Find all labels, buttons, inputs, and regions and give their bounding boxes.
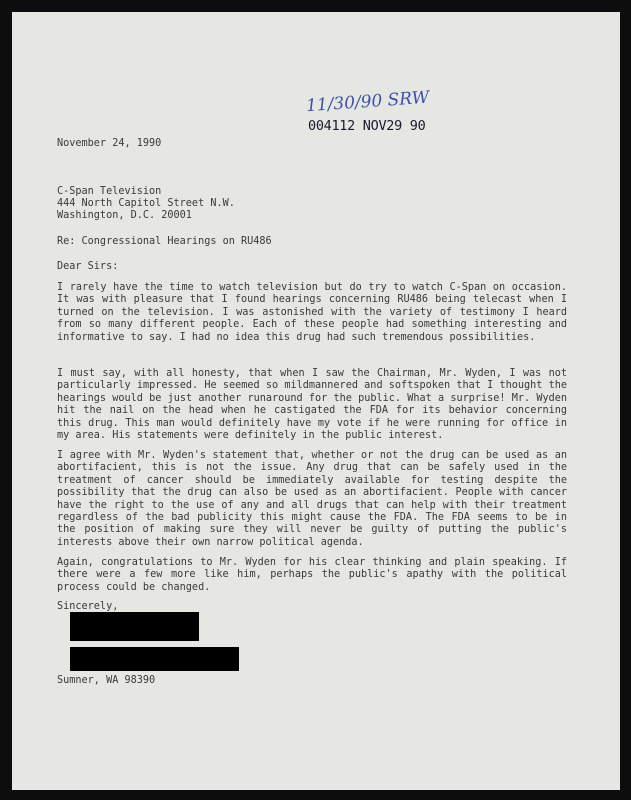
salutation: Dear Sirs: (57, 261, 119, 272)
handwritten-date-annotation: 11/30/90 SRW (305, 87, 430, 117)
recipient-line-1: C-Span Television (57, 186, 162, 197)
letter-date: November 24, 1990 (57, 138, 162, 149)
redacted-signature (70, 612, 199, 641)
paragraph-1: I rarely have the time to watch television but do try to watch C-Span on occasion. It was with pleasure that I found hearings concerning RU486 being telecast when I turned on the television. I was astonished with the variety of testimony I heard from so many different people. Each of these people had something interesting and informative to say. I had no idea this drug had such tremendous possibilities. (57, 282, 567, 343)
paragraph-4: Again, congratulations to Mr. Wyden for his clear thinking and plain speaking. If there were a few more like him, perhaps the public's apathy with the political process could be changed. (57, 557, 567, 593)
paragraph-2: I must say, with all honesty, that when I saw the Chairman, Mr. Wyden, I was not particularly impressed. He seemed so mildmannered and softspoken that I thought the hearings would be just another runaround for the public. What a surprise! Mr. Wyden hit the nail on the head when he castigated the FDA for its behavior concerning this drug. This man would definitely have my vote if he were running for office in my area. His statements were definitely in the public interest. (57, 368, 567, 442)
received-stamp: 004112 NOV29 90 (308, 118, 426, 134)
recipient-line-3: Washington, D.C. 20001 (57, 210, 192, 221)
sender-address: Sumner, WA 98390 (57, 675, 156, 686)
redacted-name (70, 647, 239, 671)
subject-line: Re: Congressional Hearings on RU486 (57, 236, 272, 247)
paragraph-3: I agree with Mr. Wyden's statement that, whether or not the drug can be used as an abortifacient, this is not the issue. Any drug that can be safely used in the treatment of cancer should be immediately available for testing despite the possibility that the drug can also be used as an abortifacient. People with cancer have the right to the use of any and all drugs that can help with their treatment regardless of the bad publicity this might cause the FDA. The FDA seems to be in the position of making sure they will never be guilty of putting the public's interests above their own narrow political agenda. (57, 450, 567, 548)
closing: Sincerely, (57, 601, 119, 612)
recipient-line-2: 444 North Capitol Street N.W. (57, 198, 235, 209)
